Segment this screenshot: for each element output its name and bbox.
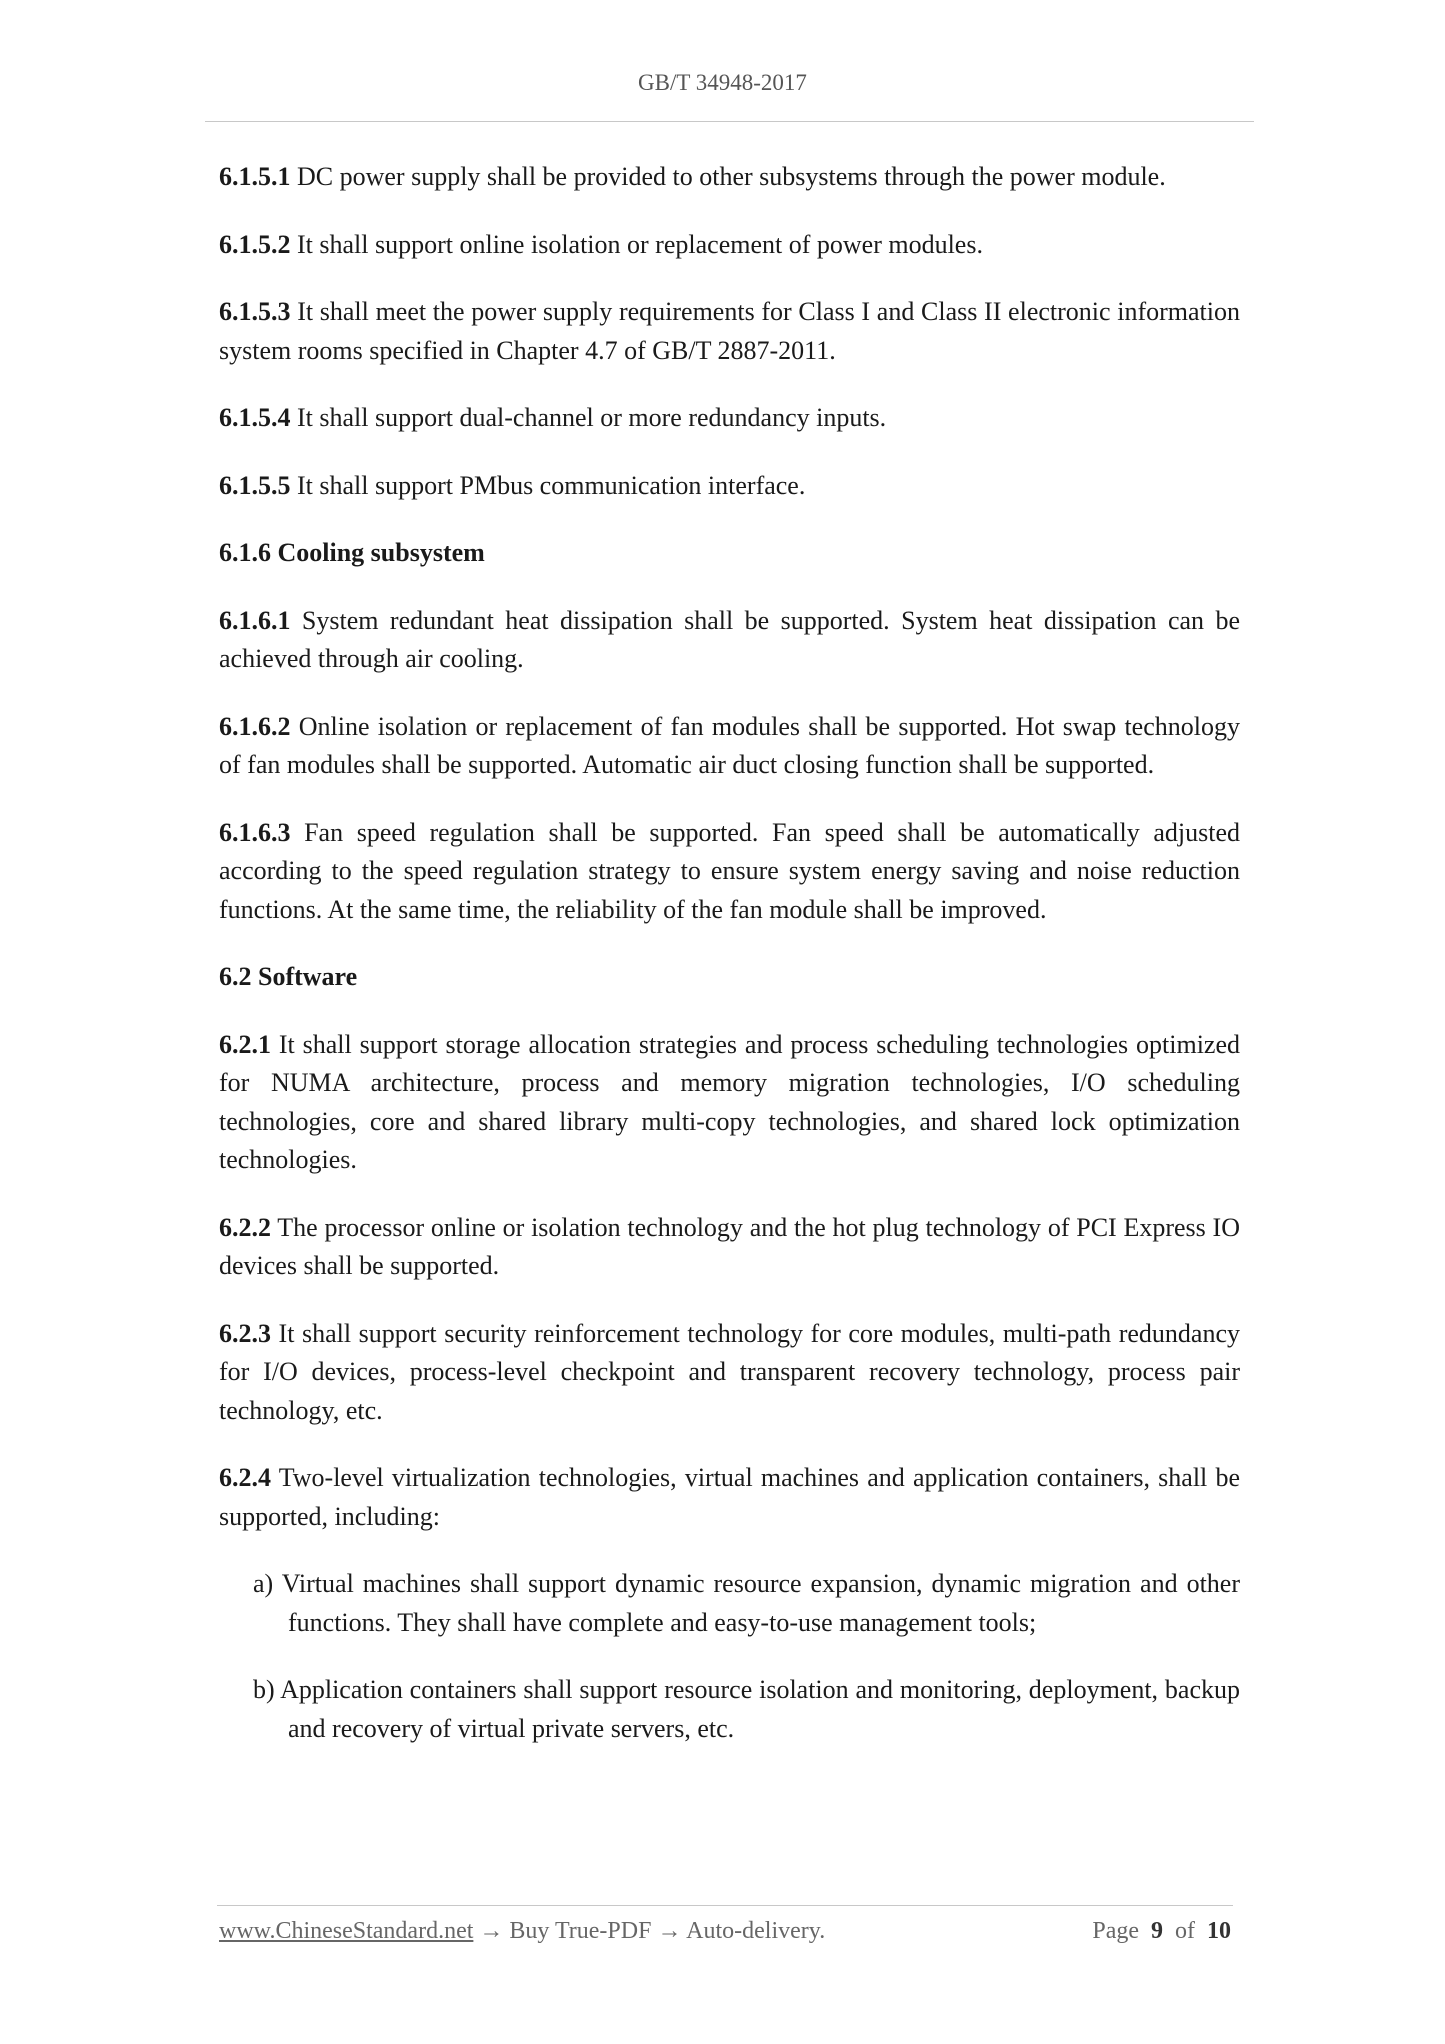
page-number: 9 <box>1151 1918 1163 1944</box>
clause-number: 6.1.5.3 <box>219 297 291 326</box>
footer-promo <box>219 1918 825 1945</box>
list-item-a: a) Virtual machines shall support dynamic resource expansion, dynamic migration and other functions. They shall have complete and easy-to-use management tools; <box>253 1569 1240 1637</box>
clause-number: 6.1.5.2 <box>219 229 291 259</box>
paragraph-6-1-6-3 <box>219 814 1240 930</box>
clause-number: 6.1.6.3 <box>219 817 291 847</box>
buy-pdf-text: Buy True-PDF <box>509 1918 652 1944</box>
clause-text: It shall support storage allocation strategies and process scheduling technologies optimized for NUMA architecture, process and memory migration technologies, I/O scheduling technologies, core and shared library multi-copy technologies, and shared lock optimization technologies. <box>219 1029 1240 1174</box>
footer-divider <box>217 1905 1233 1906</box>
paragraph-6-2-2 <box>219 1209 1240 1286</box>
paragraph-6-1-5-5 <box>219 467 1240 506</box>
paragraph-6-1-5-2 <box>219 226 1240 265</box>
of-label: of <box>1175 1918 1195 1944</box>
clause-number: 6.2.3 <box>219 1318 271 1348</box>
clause-number: 6.1.5.1 <box>219 162 291 191</box>
section-heading-software: 6.2 Software <box>219 962 358 991</box>
arrow-right-icon: → <box>473 1918 510 1944</box>
clause-text: It shall support security reinforcement technology for core modules, multi-path redundancy for I/O devices, process-level checkpoint and transparent recovery technology, process pair technology, etc. <box>219 1318 1240 1425</box>
clause-number: 6.2.2 <box>219 1212 271 1242</box>
list-item-b: b) Application containers shall support resource isolation and monitoring, deployment, backup and recovery of virtual private servers, etc. <box>253 1675 1240 1743</box>
paragraph-6-1-5-3 <box>219 293 1240 370</box>
clause-text: Two-level virtualization technologies, virtual machines and application containers, shall be supported, including: <box>219 1463 1240 1531</box>
clause-number: 6.1.5.4 <box>219 403 291 432</box>
paragraph-6-1-5-1 <box>219 158 1240 197</box>
clause-text: Fan speed regulation shall be supported. Fan speed shall be automatically adjusted according to the speed regulation strategy to ensure system energy saving and noise reduction functions. At the same time, the reliability of the fan module shall be improved. <box>219 817 1240 924</box>
page-label: Page <box>1092 1918 1139 1944</box>
clause-text: It shall support dual-channel or more redundancy inputs. <box>290 403 887 432</box>
clause-number: 6.2.1 <box>219 1029 271 1059</box>
clause-text: System redundant heat dissipation shall be supported. System heat dissipation can be achieved through air cooling. <box>219 605 1240 673</box>
header-divider <box>205 121 1254 122</box>
section-heading-cooling: 6.1.6 Cooling subsystem <box>219 538 485 567</box>
clause-number: 6.2.4 <box>219 1463 271 1492</box>
paragraph-6-2-4 <box>219 1459 1240 1536</box>
paragraph-6-1-6-2 <box>219 708 1240 785</box>
page-total: 10 <box>1207 1918 1231 1944</box>
clause-number: 6.1.6.2 <box>219 711 291 741</box>
website-link[interactable]: www.ChineseStandard.net <box>219 1918 474 1944</box>
document-body <box>219 158 1240 1777</box>
clause-number: 6.1.6.1 <box>219 605 291 635</box>
clause-text: It shall support PMbus communication interface. <box>290 470 806 500</box>
auto-delivery-text: Auto-delivery. <box>686 1918 826 1944</box>
paragraph-6-2-3 <box>219 1315 1240 1431</box>
clause-text: DC power supply shall be provided to other subsystems through the power module. <box>290 162 1166 191</box>
page-counter <box>1092 1918 1231 1945</box>
paragraph-6-2-1 <box>219 1026 1240 1180</box>
clause-number: 6.1.5.5 <box>219 470 291 500</box>
page-header: GB/T 34948-2017 <box>638 70 807 95</box>
clause-text: It shall meet the power supply requirements for Class I and Class II electronic information system rooms specified in Chapter 4.7 of GB/T 2887-2011. <box>219 297 1240 365</box>
arrow-right-icon: → <box>651 1918 687 1944</box>
paragraph-6-1-5-4 <box>219 399 1240 438</box>
clause-text: Online isolation or replacement of fan modules shall be supported. Hot swap technology of fan modules shall be supported. Automatic air duct closing function shall be supported. <box>219 711 1240 779</box>
paragraph-6-1-6-1 <box>219 602 1240 679</box>
clause-text: It shall support online isolation or replacement of power modules. <box>290 229 983 259</box>
clause-text: The processor online or isolation technology and the hot plug technology of PCI Express IO devices shall be supported. <box>219 1212 1240 1280</box>
